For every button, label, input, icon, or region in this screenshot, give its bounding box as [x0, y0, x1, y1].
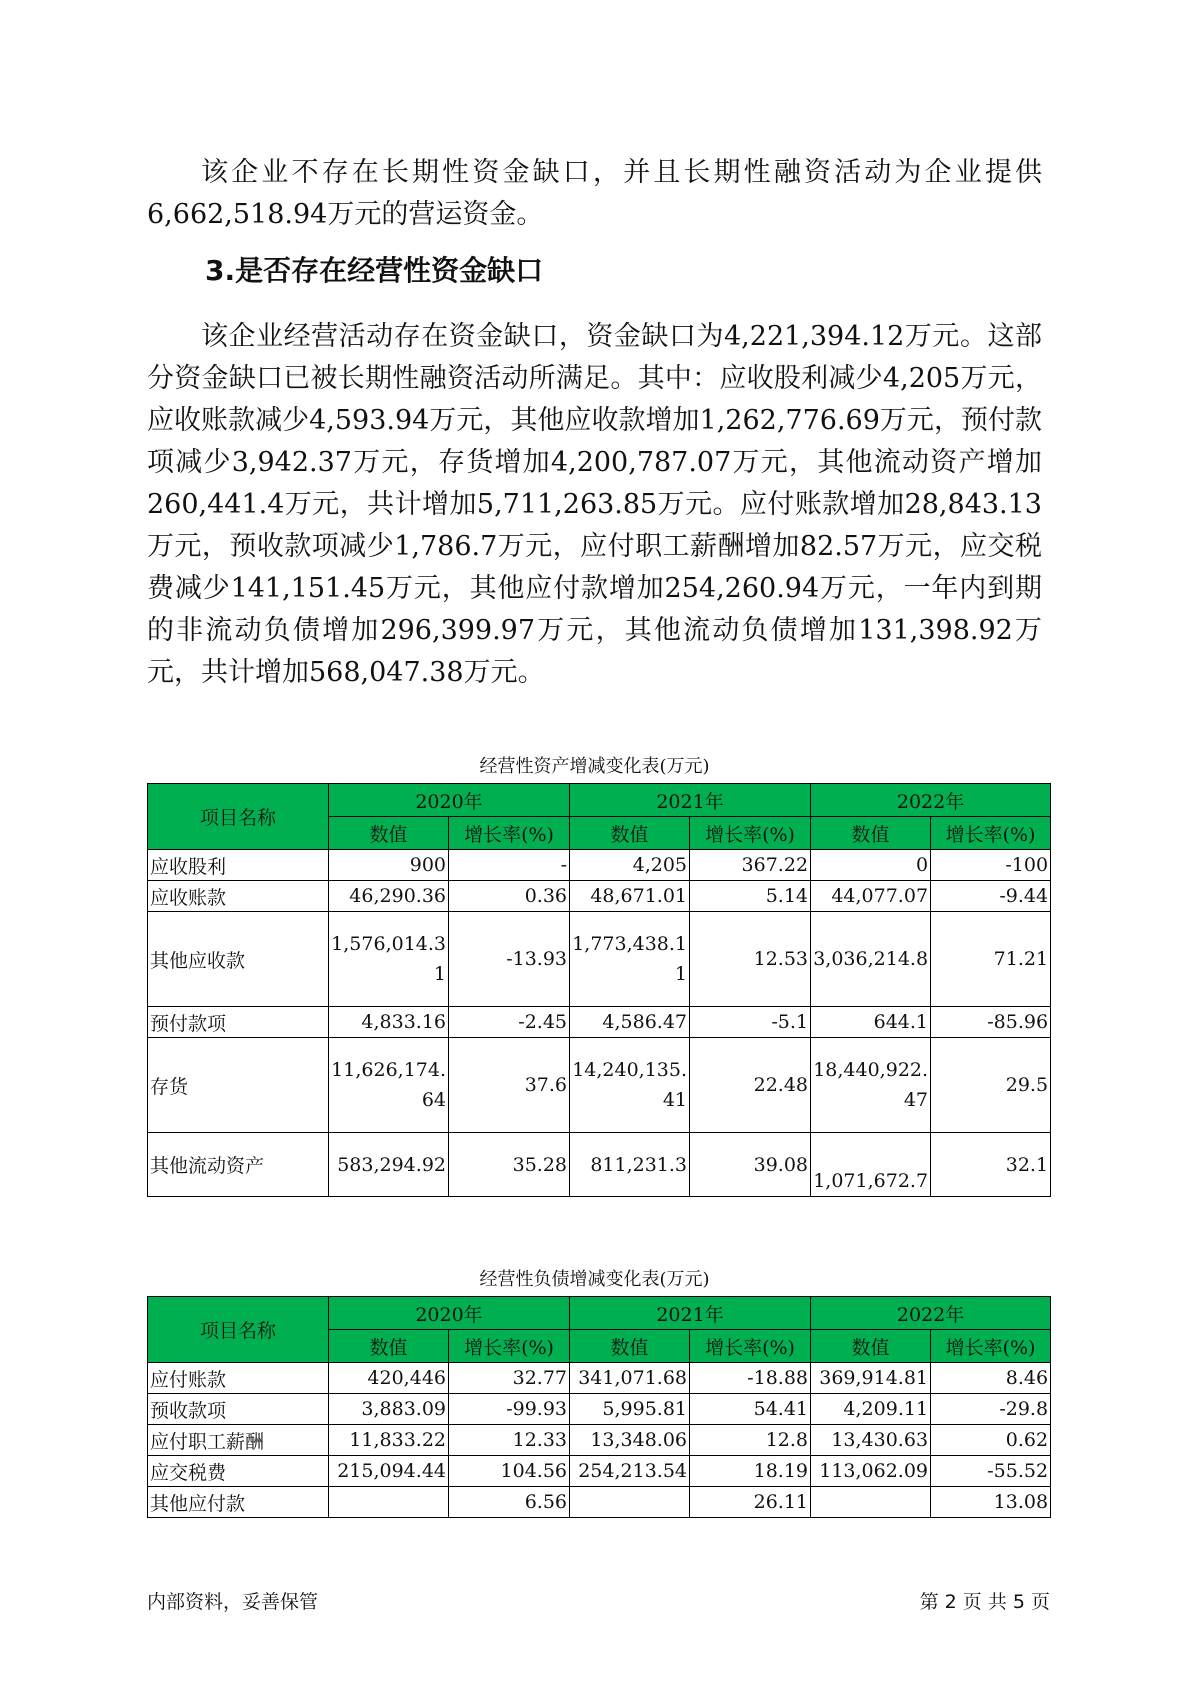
- table-cell: 1,071,672.7: [811, 1133, 931, 1197]
- table-cell: [570, 1487, 690, 1518]
- table-row: [148, 1394, 1051, 1425]
- table-cell: 39.08: [690, 1133, 811, 1197]
- table-row: [148, 1456, 1051, 1487]
- table-cell: 11,833.22: [329, 1425, 449, 1456]
- header-value: 数值: [570, 817, 690, 850]
- table-row: [148, 1038, 1051, 1133]
- table-cell: 644.1: [811, 1007, 931, 1038]
- table-cell: 12.33: [449, 1425, 570, 1456]
- table-cell: 48,671.01: [570, 881, 690, 912]
- table-cell: 583,294.92: [329, 1133, 449, 1197]
- table-row: [148, 1133, 1051, 1197]
- row-label: 其他应付款: [148, 1487, 329, 1518]
- paragraph-operating-gap: 该企业经营活动存在资金缺口，资金缺口为4,221,394.12万元。这部分资金缺口已被长期性融资活动所满足。其中：应收股利减少4,205万元，应收账款减少4,593.94万元，其他应收款增加1,262,776.69万元，预付款项减少3,942.37万元，存货增加4,200,787.07万元，其他流动资产增加260,441.4万元，共计增加5,711,263.85万元。应付账款增加28,843.13万元，预收款项减少1,786.7万元，应付职工薪酬增加82.57万元，应交税费减少141,151.45万元，其他应付款增加254,260.94万元，一年内到期的非流动负债增加296,399.97万元，其他流动负债增加131,398.92万元，共计增加568,047.38万元。: [147, 321, 1042, 688]
- row-label: 应付账款: [148, 1363, 329, 1394]
- header-value: 数值: [570, 1330, 690, 1363]
- table-cell: -99.93: [449, 1394, 570, 1425]
- table-cell: 113,062.09: [811, 1456, 931, 1487]
- table-cell: 254,213.54: [570, 1456, 690, 1487]
- table-cell: 4,205: [570, 850, 690, 881]
- header-growth: 增长率(%): [931, 1330, 1051, 1363]
- table-cell: 341,071.68: [570, 1363, 690, 1394]
- table-cell: -85.96: [931, 1007, 1051, 1038]
- table-cell: 71.21: [931, 912, 1051, 1007]
- table-cell: 18,440,922.47: [811, 1038, 931, 1133]
- row-label: 存货: [148, 1038, 329, 1133]
- table-cell: 420,446: [329, 1363, 449, 1394]
- table-cell: -9.44: [931, 881, 1051, 912]
- row-label: 预付款项: [148, 1007, 329, 1038]
- header-year-2022: 2022年: [811, 784, 1051, 817]
- header-growth: 增长率(%): [449, 1330, 570, 1363]
- table-row: [148, 1007, 1051, 1038]
- operating-assets-table: [147, 783, 1051, 1197]
- table-cell: -5.1: [690, 1007, 811, 1038]
- row-label: 应收账款: [148, 881, 329, 912]
- table-cell: [811, 1487, 931, 1518]
- table-cell: 29.5: [931, 1038, 1051, 1133]
- header-item-name: 项目名称: [148, 784, 329, 850]
- table-row: [148, 1487, 1051, 1518]
- table-cell: 26.11: [690, 1487, 811, 1518]
- header-growth: 增长率(%): [690, 1330, 811, 1363]
- header-item-name: 项目名称: [148, 1297, 329, 1363]
- table-cell: 215,094.44: [329, 1456, 449, 1487]
- table-cell: 1,773,438.11: [570, 912, 690, 1007]
- table-cell: 4,209.11: [811, 1394, 931, 1425]
- row-label: 应收股利: [148, 850, 329, 881]
- table1-caption: 经营性资产增减变化表(万元): [479, 756, 710, 777]
- table-cell: 37.6: [449, 1038, 570, 1133]
- table-cell: -100: [931, 850, 1051, 881]
- header-growth: 增长率(%): [931, 817, 1051, 850]
- header-value: 数值: [811, 817, 931, 850]
- table-cell: -: [449, 850, 570, 881]
- table-cell: 104.56: [449, 1456, 570, 1487]
- table-row: [148, 850, 1051, 881]
- table-cell: 5,995.81: [570, 1394, 690, 1425]
- table-cell: 900: [329, 850, 449, 881]
- operating-liabilities-table: [147, 1296, 1051, 1518]
- table-cell: 369,914.81: [811, 1363, 931, 1394]
- table-row: [148, 1363, 1051, 1394]
- table2-caption: 经营性负债增减变化表(万元): [479, 1269, 710, 1290]
- table-cell: 14,240,135.41: [570, 1038, 690, 1133]
- row-label: 其他流动资产: [148, 1133, 329, 1197]
- header-value: 数值: [811, 1330, 931, 1363]
- header-year-2021: 2021年: [570, 1297, 811, 1330]
- table-cell: 22.48: [690, 1038, 811, 1133]
- table-cell: -55.52: [931, 1456, 1051, 1487]
- section-heading: 3.是否存在经营性资金缺口: [205, 254, 544, 287]
- header-value: 数值: [329, 817, 449, 850]
- table-cell: 0: [811, 850, 931, 881]
- table-row: [148, 1425, 1051, 1456]
- table-cell: 13,348.06: [570, 1425, 690, 1456]
- table-cell: -29.8: [931, 1394, 1051, 1425]
- table-cell: 54.41: [690, 1394, 811, 1425]
- header-year-2022: 2022年: [811, 1297, 1051, 1330]
- footer-page-number: 第 2 页 共 5 页: [919, 1591, 1050, 1613]
- header-year-2021: 2021年: [570, 784, 811, 817]
- row-label: 应交税费: [148, 1456, 329, 1487]
- table-cell: 13,430.63: [811, 1425, 931, 1456]
- table-cell: 0.36: [449, 881, 570, 912]
- row-label: 应付职工薪酬: [148, 1425, 329, 1456]
- header-growth: 增长率(%): [449, 817, 570, 850]
- header-year-2020: 2020年: [329, 784, 570, 817]
- table-row: [148, 912, 1051, 1007]
- header-growth: 增长率(%): [690, 817, 811, 850]
- table-cell: [329, 1487, 449, 1518]
- table-cell: -18.88: [690, 1363, 811, 1394]
- footer-confidential-note: 内部资料，妥善保管: [147, 1591, 319, 1613]
- table-cell: 44,077.07: [811, 881, 931, 912]
- table-cell: 4,586.47: [570, 1007, 690, 1038]
- table-cell: 811,231.3: [570, 1133, 690, 1197]
- table-cell: -13.93: [449, 912, 570, 1007]
- table-cell: 0.62: [931, 1425, 1051, 1456]
- table-cell: 367.22: [690, 850, 811, 881]
- table-cell: 32.1: [931, 1133, 1051, 1197]
- table-cell: 3,883.09: [329, 1394, 449, 1425]
- table-cell: 6.56: [449, 1487, 570, 1518]
- table-cell: 4,833.16: [329, 1007, 449, 1038]
- row-label: 预收款项: [148, 1394, 329, 1425]
- table-cell: 11,626,174.64: [329, 1038, 449, 1133]
- row-label: 其他应收款: [148, 912, 329, 1007]
- table-cell: 13.08: [931, 1487, 1051, 1518]
- table-cell: 12.53: [690, 912, 811, 1007]
- table-cell: 12.8: [690, 1425, 811, 1456]
- table-cell: -2.45: [449, 1007, 570, 1038]
- table-row: [148, 881, 1051, 912]
- table-cell: 1,576,014.31: [329, 912, 449, 1007]
- table-cell: 18.19: [690, 1456, 811, 1487]
- table-cell: 8.46: [931, 1363, 1051, 1394]
- table-cell: 3,036,214.8: [811, 912, 931, 1007]
- table-cell: 46,290.36: [329, 881, 449, 912]
- header-value: 数值: [329, 1330, 449, 1363]
- header-year-2020: 2020年: [329, 1297, 570, 1330]
- table-cell: 5.14: [690, 881, 811, 912]
- table-cell: 35.28: [449, 1133, 570, 1197]
- table-cell: 32.77: [449, 1363, 570, 1394]
- paragraph-long-term-funding: 该企业不存在长期性资金缺口，并且长期性融资活动为企业提供6,662,518.94万元的营运资金。: [147, 157, 1042, 230]
